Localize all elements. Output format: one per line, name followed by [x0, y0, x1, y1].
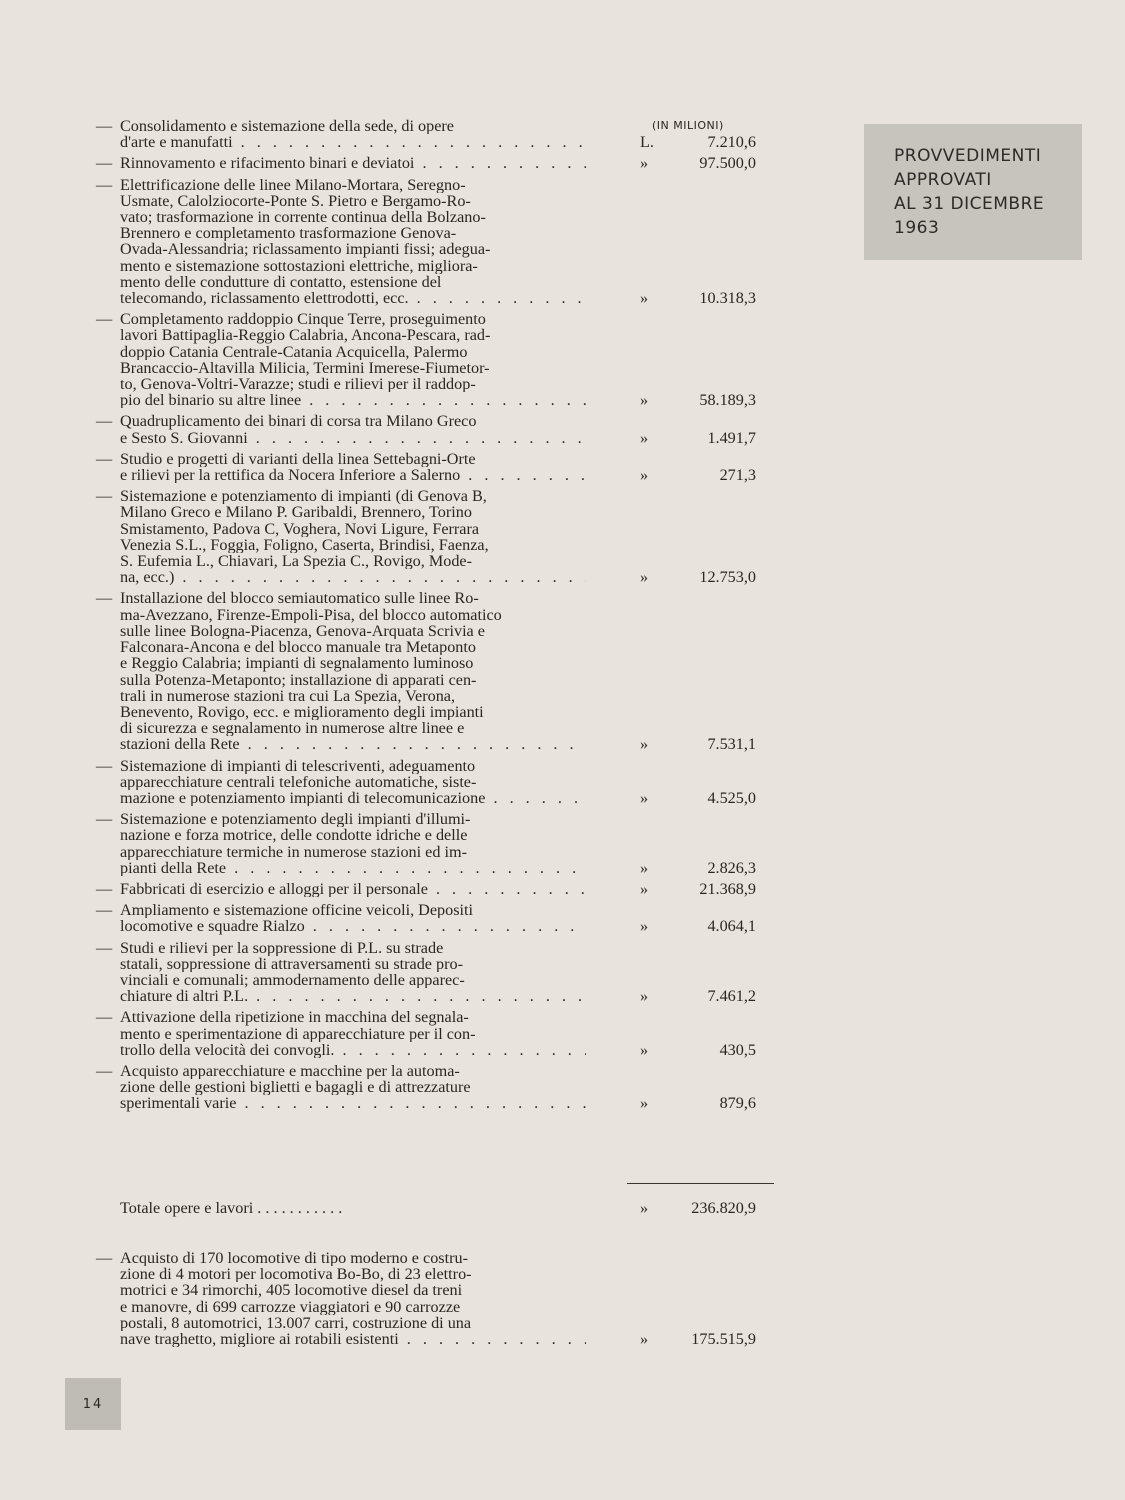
item-amount: [636, 918, 756, 934]
item-description-last-line: [120, 790, 586, 806]
item-dash: —: [96, 589, 113, 608]
item-description: [120, 811, 586, 876]
item-amount-value: 2.826,3: [707, 858, 756, 877]
item-description-line: apparecchiature centrali telefoniche automatiche, siste-: [120, 773, 477, 790]
item-description-line: apparecchiature termiche in numerose stazioni ed im-: [120, 843, 467, 860]
item-description-line: Installazione del blocco semiautomatico sulle linee Ro-: [120, 590, 479, 607]
expenditure-item: [96, 311, 756, 408]
item-amount: [636, 467, 756, 483]
leader-dots: trollo della velocità dei convogli. . . .: [120, 1042, 586, 1058]
section-title-box: [864, 124, 1082, 260]
item-dash: —: [96, 310, 113, 329]
item-amount-prefix: »: [640, 917, 649, 936]
unit-header: (IN MILIONI): [652, 119, 724, 132]
item-dash: —: [96, 487, 113, 506]
item-amount-value: 1.491,7: [707, 428, 756, 447]
item-amount-prefix: »: [640, 568, 649, 587]
expenditure-item: [96, 1250, 756, 1347]
leader-dots: Fabbricati di esercizio e alloggi per il personale . . .: [120, 881, 586, 897]
leader-dots: nave traghetto, migliore ai rotabili esistenti . . .: [120, 1331, 586, 1347]
item-description-line: Elettrificazione delle linee Milano-Mortara, Seregno-: [120, 176, 466, 193]
total-prefix: »: [640, 1199, 649, 1217]
section-title-line: 1963: [894, 218, 940, 238]
item-description-line: e Reggio Calabria; impianti di segnalamento luminoso: [120, 655, 474, 672]
item-description-line: Sistemazione e potenziamento di impianti (di Genova B,: [120, 488, 487, 505]
item-description-last-line: [120, 1095, 586, 1111]
item-description-line: Falconara-Ancona e del blocco manuale tra Metaponto: [120, 639, 476, 656]
item-description-line: Acquisto di 170 locomotive di tipo moderno e costru-: [120, 1250, 468, 1267]
item-amount-value: 12.753,0: [699, 568, 756, 587]
item-description-last-line: [120, 134, 586, 150]
item-description: [120, 590, 586, 752]
item-dash: —: [96, 879, 113, 898]
item-amount-prefix: »: [640, 1040, 649, 1059]
item-amount: [636, 392, 756, 408]
item-dash: —: [96, 175, 113, 194]
total-value: 236.820,9: [691, 1199, 756, 1217]
item-description: [120, 177, 586, 307]
item-amount-value: 7.461,2: [707, 987, 756, 1006]
item-description-line: statali, soppressione di attraversamenti su strade pro-: [120, 955, 463, 972]
item-description-line: Ovada-Alessandria; riclassamento impianti fissi; adegua-: [120, 241, 491, 258]
expenditure-item: [96, 451, 756, 483]
item-description-last-line: [120, 430, 586, 446]
item-description-line: Acquisto apparecchiature e macchine per la automa-: [120, 1062, 460, 1080]
item-description: [120, 1250, 586, 1347]
item-description-last-line: [120, 290, 586, 306]
item-amount: [636, 290, 756, 306]
item-amount: [636, 1095, 756, 1111]
item-amount-prefix: »: [640, 154, 649, 173]
item-amount: [636, 860, 756, 876]
item-description-last-line: [120, 392, 586, 408]
item-amount: [636, 430, 756, 446]
leader-dots: stazioni della Rete . . .: [120, 736, 586, 752]
item-description: [120, 118, 586, 150]
item-description-line: Sistemazione di impianti di telescriventi, adeguamento: [120, 757, 476, 774]
item-description-line: zione delle gestioni biglietti e bagagli e di attrezzature: [120, 1079, 471, 1096]
item-description-line: Studio e progetti di varianti della linea Settebagni-Orte: [120, 450, 476, 468]
item-dash: —: [96, 938, 113, 957]
item-amount-prefix: »: [640, 428, 649, 447]
item-description: [120, 155, 586, 171]
item-description-line: postali, 8 automotrici, 13.007 carri, costruzione di una: [120, 1314, 472, 1332]
entries-list: [96, 118, 756, 1117]
expenditure-item: [96, 881, 756, 897]
leader-dots: na, ecc.) . . .: [120, 569, 586, 585]
item-amount-prefix: »: [640, 1330, 649, 1349]
item-dash: —: [96, 1061, 113, 1080]
expenditure-item: [96, 758, 756, 807]
expenditure-item: [96, 811, 756, 876]
item-amount-value: 7.531,1: [707, 735, 756, 754]
item-amount: [636, 569, 756, 585]
item-amount: [636, 1331, 756, 1347]
item-description: [120, 488, 586, 585]
expenditure-item: [96, 155, 756, 171]
item-amount-prefix: »: [640, 289, 649, 308]
expenditure-item: [96, 118, 756, 150]
expenditure-item: [96, 590, 756, 752]
leader-dots: pianti della Rete . . .: [120, 860, 586, 876]
item-dash: —: [96, 756, 113, 775]
section-title-line: APPROVATI: [894, 170, 992, 190]
item-amount-value: 21.368,9: [699, 879, 756, 898]
item-description-line: doppio Catania Centrale-Catania Acquicella, Palermo: [120, 343, 468, 360]
item-description: [120, 1063, 586, 1112]
item-amount-prefix: »: [640, 858, 649, 877]
item-amount: [636, 881, 756, 897]
item-description-line: Studi e rilievi per la soppressione di P.L. su strade: [120, 939, 444, 956]
item-amount-value: 58.189,3: [699, 391, 756, 410]
item-description-line: lavori Battipaglia-Reggio Calabria, Ancona-Pescara, rad-: [120, 327, 491, 344]
item-description-last-line: [120, 881, 586, 897]
item-description-line: Milano Greco e Milano P. Garibaldi, Brennero, Torino: [120, 504, 472, 521]
item-description-line: nazione e forza motrice, delle condotte idriche e delle: [120, 827, 468, 844]
total-amount: [636, 1199, 756, 1218]
item-amount: [636, 736, 756, 752]
total-row: [120, 1199, 756, 1218]
item-description-line: motrici e 34 rimorchi, 405 locomotive diesel da treni: [120, 1282, 463, 1299]
leader-dots: e rilievi per la rettifica da Nocera Inferiore a Salerno . . .: [120, 467, 586, 483]
item-description-line: mento e sperimentazione di apparecchiature per il con-: [120, 1025, 476, 1042]
expenditure-item: [96, 902, 756, 934]
item-description-line: Venezia S.L., Foggia, Foligno, Caserta, Brindisi, Faenza,: [120, 536, 489, 554]
leader-dots: e Sesto S. Giovanni . . .: [120, 430, 586, 446]
item-description-line: vato; trasformazione in corrente continua della Bolzano-: [120, 209, 486, 226]
total-rule: [627, 1183, 774, 1184]
leader-dots: sperimentali varie . . .: [120, 1095, 586, 1111]
item-amount-prefix: »: [640, 788, 649, 807]
leader-dots: chiature di altri P.L. . . .: [120, 988, 586, 1004]
item-description-line: Brennero e completamento trasformazione Genova-: [120, 225, 457, 242]
item-dash: —: [96, 1249, 113, 1267]
expenditure-item: [96, 413, 756, 445]
item-description-last-line: [120, 467, 586, 483]
item-description: [120, 758, 586, 807]
item-description-line: e manovre, di 699 carrozze viaggiatori e 90 carrozze: [120, 1298, 461, 1315]
item-dash: —: [96, 810, 113, 829]
expenditure-item: [96, 488, 756, 585]
item-description: [120, 1009, 586, 1058]
item-amount: [636, 155, 756, 171]
item-description-last-line: [120, 1331, 586, 1347]
item-description-last-line: [120, 1042, 586, 1058]
item-amount-value: 10.318,3: [699, 289, 756, 308]
item-amount-value: 879,6: [719, 1094, 756, 1113]
item-description-line: Completamento raddoppio Cinque Terre, proseguimento: [120, 311, 486, 328]
item-amount-prefix: »: [640, 987, 649, 1006]
item-description-last-line: [120, 860, 586, 876]
section-title-line: AL 31 DICEMBRE: [894, 194, 1045, 214]
item-amount: [636, 790, 756, 806]
item-description: [120, 881, 586, 897]
item-amount-prefix: L.: [640, 133, 654, 152]
item-description-last-line: [120, 918, 586, 934]
item-description-line: Consolidamento e sistemazione della sede, di opere: [120, 118, 454, 135]
item-amount-value: 97.500,0: [699, 154, 756, 173]
item-amount-value: 4.064,1: [707, 917, 756, 936]
item-description-line: to, Genova-Voltri-Varazze; studi e rilievi per il raddop-: [120, 376, 476, 393]
item-amount-prefix: »: [640, 466, 649, 485]
expenditure-item: [96, 940, 756, 1005]
item-description-line: Sistemazione e potenziamento degli impianti d'illumi-: [120, 811, 471, 828]
item-description-line: vinciali e comunali; ammodernamento delle apparec-: [120, 971, 465, 989]
item-amount: [636, 134, 756, 150]
item-description-line: mento e sistemazione sottostazioni elettriche, migliora-: [120, 257, 478, 274]
item-amount-value: 175.515,9: [691, 1330, 756, 1349]
item-description-line: sulle linee Bologna-Piacenza, Genova-Arquata Scrivia e: [120, 622, 485, 640]
item-description-line: zione di 4 motori per locomotiva Bo-Bo, di 23 elettro-: [120, 1266, 472, 1283]
page-number: 14: [65, 1378, 121, 1430]
item-dash: —: [96, 117, 113, 135]
item-description-last-line: [120, 569, 586, 585]
item-dash: —: [96, 1008, 113, 1027]
expenditure-item: [96, 177, 756, 307]
item-description-line: Quadruplicamento dei binari di corsa tra Milano Greco: [120, 413, 477, 430]
item-description-line: Brancaccio-Altavilla Milicia, Termini Imerese-Fiumetor-: [120, 359, 490, 377]
leader-dots: mazione e potenziamento impianti di telecomunicazione . . .: [120, 790, 586, 806]
item-description-last-line: [120, 988, 586, 1004]
leader-dots: d'arte e manufatti . . .: [120, 134, 586, 150]
item-dash: —: [96, 449, 113, 468]
item-amount-prefix: »: [640, 879, 649, 898]
section-title: [894, 144, 1044, 240]
section-title-line: PROVVEDIMENTI: [894, 146, 1042, 166]
item-description-line: Smistamento, Padova C, Voghera, Novi Ligure, Ferrara: [120, 520, 480, 537]
item-description-last-line: [120, 736, 586, 752]
item-description-line: Ampliamento e sistemazione officine veicoli, Depositi: [120, 902, 474, 919]
item-description-line: ma-Avezzano, Firenze-Empoli-Pisa, del blocco automatico: [120, 606, 502, 623]
item-description: [120, 311, 586, 408]
leader-dots: Rinnovamento e rifacimento binari e deviatoi . . .: [120, 155, 586, 171]
leader-dots: locomotive e squadre Rialzo . . .: [120, 918, 586, 934]
item-description-line: Attivazione della ripetizione in macchina del segnala-: [120, 1009, 469, 1026]
item-dash: —: [96, 154, 113, 173]
item-amount-value: 7.210,6: [707, 133, 756, 152]
item-description: [120, 940, 586, 1005]
item-dash: —: [96, 901, 113, 920]
total-label: Totale opere e lavori . . . . . . . . . . .: [120, 1199, 343, 1217]
item-description: [120, 451, 586, 483]
rolling-stock-entry: [96, 1250, 756, 1352]
item-description-line: S. Eufemia L., Chiavari, La Spezia C., Rovigo, Mode-: [120, 553, 473, 570]
item-description-line: Benevento, Rovigo, ecc. e miglioramento degli impianti: [120, 703, 484, 721]
expenditure-item: [96, 1009, 756, 1058]
item-amount: [636, 988, 756, 1004]
item-description-line: mento delle condutture di contatto, estensione del: [120, 273, 442, 291]
item-dash: —: [96, 412, 113, 431]
leader-dots: pio del binario su altre linee . . .: [120, 392, 586, 408]
item-amount-prefix: »: [640, 391, 649, 410]
item-description-line: Usmate, Calolziocorte-Ponte S. Pietro e Bergamo-Ro-: [120, 192, 471, 210]
item-amount-value: 271,3: [719, 466, 756, 485]
item-amount-prefix: »: [640, 735, 649, 754]
item-amount-value: 430,5: [719, 1040, 756, 1059]
item-amount-prefix: »: [640, 1094, 649, 1113]
item-description-line: sulla Potenza-Metaponto; installazione di apparati cen-: [120, 671, 477, 688]
item-description-line: trali in numerose stazioni tra cui La Spezia, Verona,: [120, 687, 456, 704]
item-amount: [636, 1042, 756, 1058]
item-description-line: di sicurezza e segnalamento in numerose altre linee e: [120, 720, 465, 737]
item-description: [120, 902, 586, 934]
leader-dots: telecomando, riclassamento elettrodotti, ecc. . . .: [120, 290, 586, 306]
item-description-last-line: [120, 155, 586, 171]
item-description: [120, 413, 586, 445]
item-amount-value: 4.525,0: [707, 788, 756, 807]
expenditure-item: [96, 1063, 756, 1112]
